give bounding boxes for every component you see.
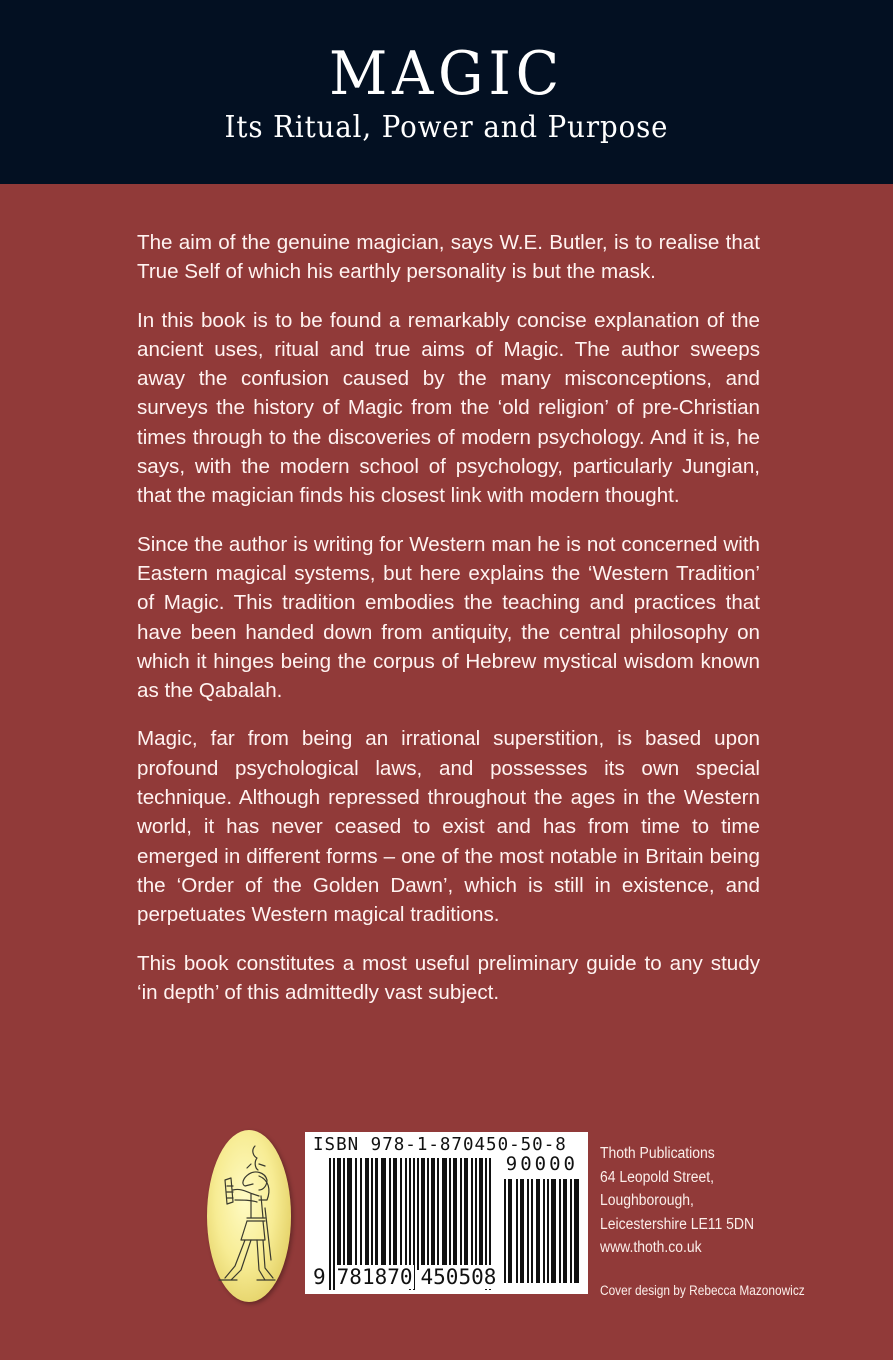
publisher-street: 64 Leopold Street, (600, 1168, 715, 1186)
cover-design-credit: Cover design by Rebecca Mazonowicz (600, 1283, 805, 1298)
isbn-barcode (305, 1132, 588, 1294)
isbn-label: ISBN 978-1-870450-50-8 (313, 1135, 567, 1155)
ean-digits (313, 1265, 497, 1289)
thoth-figure-icon (207, 1130, 291, 1302)
publisher-website: www.thoth.co.uk (600, 1239, 702, 1257)
book-title: MAGIC (329, 39, 564, 109)
ean-lead-digit: 9 (313, 1265, 326, 1289)
publisher-town: Loughborough, (600, 1192, 694, 1210)
blurb-paragraph: This book constitutes a most useful preliminary guide to any study ‘in depth’ of this admittedly vast subject. (137, 951, 760, 1004)
blurb-paragraph: In this book is to be found a remarkably concise explanation of the ancient uses, ritual and true aims of Magic. The author sweeps away the confusion caused by the many misconceptions, and surveys the history of Magic from the ‘old religion’ of pre-Christian times through to the discoveries of modern psychology. And it is, he says, with the modern school of psychology, particularly Jungian, that the magician finds his closest link with modern thought. (137, 308, 760, 508)
publisher-address (600, 1142, 754, 1260)
cover-header (0, 0, 893, 184)
blurb-paragraph: Since the author is writing for Western man he is not concerned with Eastern magical systems, but here explains the ‘Western Tradition’ of Magic. This tradition embodies the teaching and practices that have been handed down from antiquity, the central philosophy on which it hinges being the corpus of Hebrew mystical wisdom known as the Qabalah. (137, 532, 760, 703)
price-code: 90000 (505, 1153, 578, 1175)
publisher-logo (207, 1130, 291, 1302)
book-subtitle: Its Ritual, Power and Purpose (224, 110, 669, 145)
ean-group-left: 781870 (336, 1265, 413, 1289)
price-addon-bars (504, 1179, 582, 1283)
publisher-county-postcode: Leicestershire LE11 5DN (600, 1215, 755, 1233)
blurb (137, 228, 760, 1026)
blurb-paragraph: The aim of the genuine magician, says W.E. Butler, is to realise that True Self of which his earthly personality is but the mask. (137, 231, 760, 284)
publisher-name: Thoth Publications (600, 1145, 715, 1162)
blurb-paragraph: Magic, far from being an irrational superstition, is based upon profound psychological laws, and possesses its own special technique. Although repressed throughout the ages in the Western world, it has never ceased to exist and has from time to time emerged in different forms – one of the most notable in Britain being the ‘Order of the Golden Dawn’, which is still in existence, and perpetuates Western magical traditions. (137, 727, 760, 927)
ean-group-right: 450508 (420, 1265, 497, 1289)
